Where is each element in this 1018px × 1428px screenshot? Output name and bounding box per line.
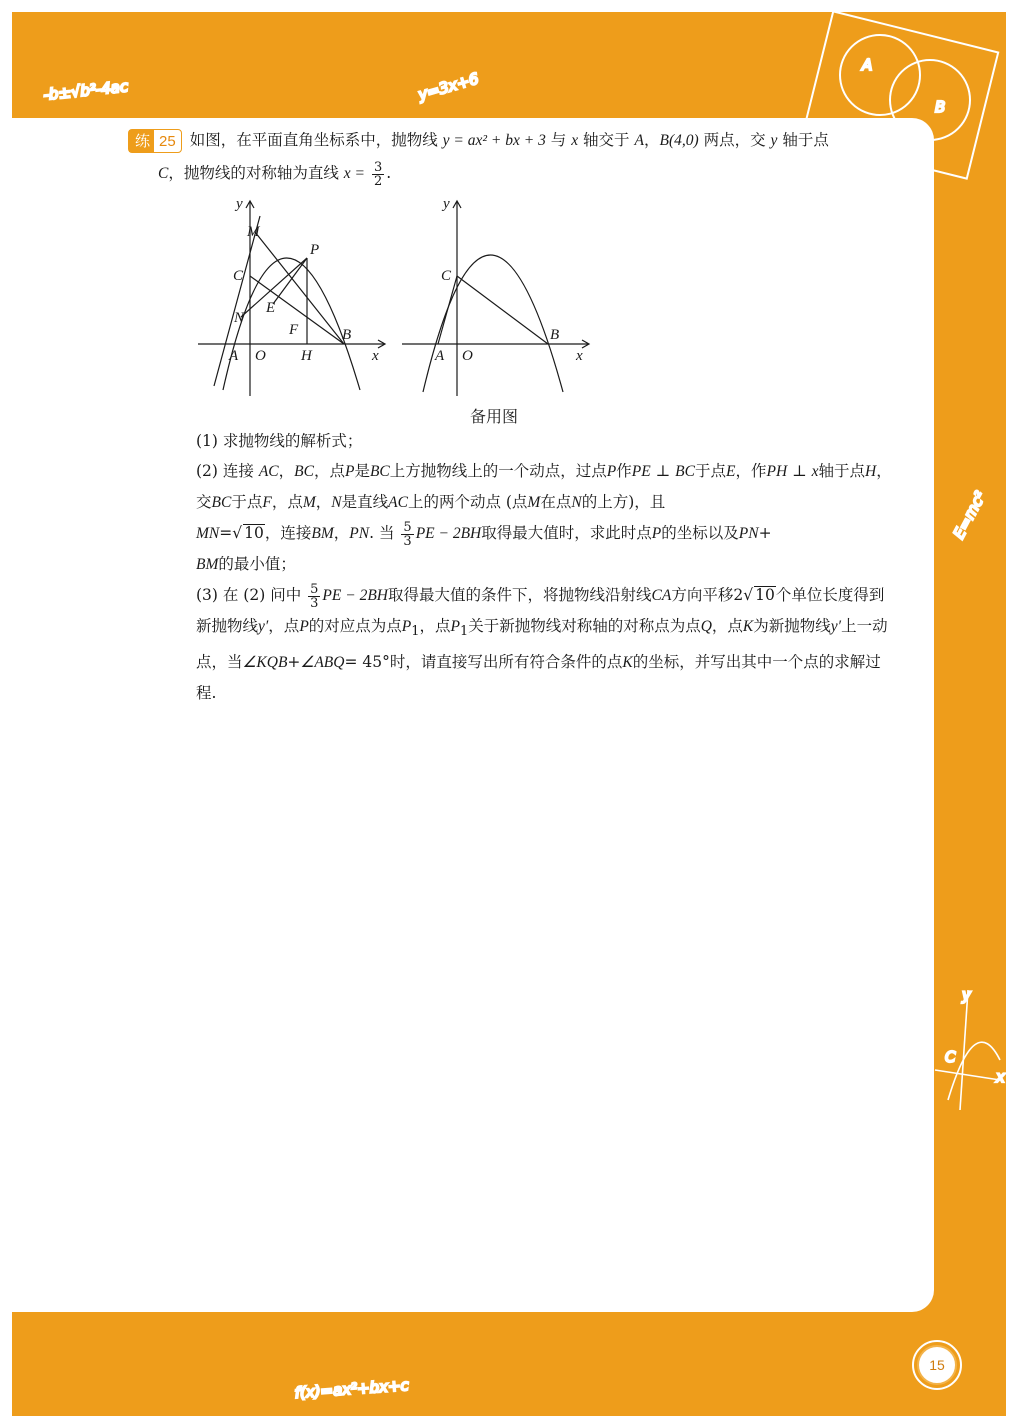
q3-text: 关于新抛物线对称轴的对称点为点 <box>468 617 701 635</box>
page-number: 15 <box>929 1357 945 1373</box>
q2-text: ， <box>333 524 350 542</box>
intro-y: y <box>770 132 778 149</box>
intro-text: ， <box>643 131 660 149</box>
decor-graph-x: x <box>996 1068 1005 1086</box>
fig1-label-m: M <box>247 224 260 240</box>
q2-math: MN <box>196 525 220 542</box>
decor-quadratic-formula: -b±√b²-4ac <box>42 77 129 104</box>
intro-x: x <box>571 132 579 149</box>
fig1-label-x: x <box>372 348 379 364</box>
fig1-label-y: y <box>236 196 243 212</box>
q2-math: H <box>865 463 877 480</box>
exercise-badge-number: 25 <box>159 133 176 150</box>
q3-math: PE − 2BH <box>322 587 388 604</box>
q2-text: 在点 <box>540 493 572 511</box>
decor-venn-b: B <box>935 98 946 116</box>
intro-point-b: B(4,0) <box>659 132 699 149</box>
q2-text: ⊥ <box>792 462 807 480</box>
fig1-line-pe <box>273 258 307 304</box>
q3-text: + <box>287 653 301 672</box>
q3-coef: 2 <box>733 586 744 604</box>
fig2-label-x: x <box>576 348 583 364</box>
decor-graph-c: C <box>945 1048 956 1066</box>
q3-math: K <box>622 654 633 672</box>
q2-text: 是 <box>354 462 370 480</box>
question-2: (2) 连接 AC，BC，点P是BC上方抛物线上的一个动点，过点P作PE ⊥ BC于点E，作PH ⊥ x轴于点H，交BC于点F，点M，N是直线AC上的两个动点 (点M在点N的上方)，且 MN=√ 10，连接BM，PN. 当 $\frac{5}{3}$ PE − 2BH取得最大值时，求此时点P的坐标以及PN+ BM的最小值； <box>196 462 892 573</box>
q3-math: ∠KQB <box>242 654 288 672</box>
q2-math: BM <box>196 556 219 573</box>
q2-text: ， <box>315 493 332 511</box>
q2-math: F <box>262 494 272 511</box>
q3-math: y′ <box>830 618 842 635</box>
q2-math: M <box>527 494 541 511</box>
q2-text: 作 <box>616 462 632 480</box>
q2-text: 于点 <box>231 493 263 511</box>
q2-text: (2) 连接 <box>196 462 254 480</box>
q2-math: BC <box>294 463 314 480</box>
q3-math: P <box>401 618 412 635</box>
fig1-label-c: C <box>233 268 244 284</box>
backup-figure-caption: 备用图 <box>470 407 519 426</box>
q3-text: (3) 在 (2) 问中 <box>196 586 302 604</box>
fig1-label-e: E <box>266 300 276 316</box>
fig1-label-n: N <box>234 310 245 326</box>
q3-subscript: 1 <box>459 624 469 640</box>
q3-text: 的坐标，并写出其中一个点的求解过程. <box>196 653 881 703</box>
q3-text: 上一动点，当 <box>196 617 888 672</box>
q3-fraction <box>308 583 320 610</box>
figure-main <box>196 194 396 398</box>
fig1-label-a: A <box>229 348 239 364</box>
intro-text: ，抛物线的对称轴为直线 <box>168 164 339 182</box>
q2-math: BC <box>675 463 695 480</box>
q2-text: 上的两个动点 (点 <box>407 493 528 511</box>
intro-text: 两点，交 <box>703 131 766 149</box>
q3-text: 为新抛物线 <box>753 617 831 635</box>
intro-equation: y = ax² + bx + 3 <box>442 132 546 149</box>
axis-fraction-numerator: 3 <box>373 159 383 175</box>
q2-fraction-denominator: 3 <box>403 533 412 549</box>
intro-text: 轴于点 <box>782 131 829 149</box>
q2-math: P <box>651 525 662 542</box>
exercise-badge-label: 练 <box>129 130 154 152</box>
q2-text: 上方抛物线上的一个动点，过点 <box>389 462 607 480</box>
problem-intro-line-2 <box>128 157 898 190</box>
q3-math: Q <box>700 618 712 635</box>
q2-text: ⊥ <box>655 462 671 480</box>
fig1-line-mb <box>255 232 344 344</box>
fig1-label-h: H <box>301 348 312 364</box>
fig2-line-cb <box>457 276 548 344</box>
q3-text: ，点 <box>711 617 743 635</box>
q2-math: PE − 2BH <box>415 525 482 542</box>
q2-text: . 当 <box>369 524 395 542</box>
q3-math: P <box>450 618 460 635</box>
q2-math: BC <box>211 494 232 511</box>
question-body <box>196 426 896 708</box>
q2-text: 的坐标以及 <box>661 524 739 542</box>
fig1-label-o: O <box>255 348 266 364</box>
q3-text: = 45°时，请直接写出所有符合条件的点 <box>344 653 623 672</box>
q2-text: ，点 <box>271 493 303 511</box>
intro-point-c: C <box>158 165 169 182</box>
question-3: (3) 在 (2) 问中 $\frac{5}{3}$ PE − 2BH取得最大值的条件下，将抛物线沿射线CA方向平移2√ 10个单位长度得到新抛物线y′，点P的对应点为点$P_1$，点$P_1$关于新抛物线对称轴的对称点为点Q，点K为新抛物线y′上一动点，当∠KQB+∠ABQ= 45°时，请直接写出所有符合条件的点K的坐标，并写出其中一个点的求解过程. <box>196 581 888 703</box>
fig2-label-b: B <box>550 327 560 343</box>
axis-fraction-denominator: 2 <box>373 173 383 189</box>
q2-math: PN <box>349 525 370 542</box>
q3-math: ∠ABQ <box>300 654 345 672</box>
q2-text: ， <box>278 462 295 480</box>
q3-math: y′ <box>258 618 269 635</box>
intro-text: 如图，在平面直角坐标系中，抛物线 <box>189 131 438 149</box>
q2-text: ，作 <box>735 462 767 480</box>
fig1-label-b: B <box>342 327 352 343</box>
fig2-label-c: C <box>441 268 452 284</box>
q2-text: = <box>219 524 233 542</box>
q3-text: 个单位长度得到新抛物线 <box>196 586 885 635</box>
q2-text: 轴于点 <box>818 462 866 480</box>
q3-subscript: 1 <box>411 624 420 640</box>
q2-math: E <box>726 463 736 480</box>
q2-math: P <box>344 463 355 480</box>
q3-text: 取得最大值的条件下，将抛物线沿射线 <box>387 586 652 604</box>
q2-text: 的上方)，且 <box>581 493 666 511</box>
q2-fraction-numerator: 5 <box>403 519 412 535</box>
fig1-label-f: F <box>289 322 299 338</box>
problem-intro <box>128 124 898 190</box>
q2-text: + <box>758 524 772 542</box>
q3-text: 方向平移 <box>671 586 734 604</box>
q2-sqrt-10: 10 <box>244 524 264 542</box>
q2-text: 取得最大值时，求此时点 <box>481 524 652 542</box>
q3-fraction-denominator: 3 <box>310 595 319 611</box>
q2-math: PN <box>738 525 759 542</box>
q2-math: N <box>331 494 342 511</box>
q3-text: ，点 <box>268 617 300 635</box>
q2-text: 是直线 <box>341 493 389 511</box>
question-1: (1) 求抛物线的解析式； <box>196 432 363 450</box>
intro-text: 与 <box>550 131 567 149</box>
q2-math: AC <box>258 463 279 480</box>
decor-graph-y: y <box>962 986 971 1004</box>
q2-math: PE <box>631 463 651 480</box>
q3-fraction-numerator: 5 <box>310 581 319 597</box>
q2-math: M <box>302 494 316 511</box>
problem-intro-line-1 <box>128 124 898 157</box>
page-number-badge <box>912 1340 962 1390</box>
q2-fraction <box>401 521 413 548</box>
q2-math: BM <box>311 525 334 542</box>
intro-axis: x = <box>343 165 366 182</box>
q2-math: PH <box>766 463 788 480</box>
q2-math: N <box>571 494 582 511</box>
fig1-label-p: P <box>310 242 320 258</box>
decor-linear-formula: y=3x+6 <box>416 69 481 104</box>
q3-math: P <box>299 618 309 635</box>
fig2-label-a: A <box>435 348 445 364</box>
figure-backup <box>400 194 596 398</box>
intro-point-a: A <box>634 132 644 149</box>
q3-text: 的对应点为点 <box>308 617 402 635</box>
decor-function-formula: f(x)=ax²+bx+c <box>294 1376 410 1402</box>
q3-text: ，点 <box>419 617 451 635</box>
q2-text: 于点 <box>694 462 726 480</box>
q3-math: CA <box>651 587 672 604</box>
fig2-line-ac <box>438 276 457 344</box>
intro-end: . <box>386 164 392 182</box>
q2-text: ，点 <box>313 462 345 480</box>
exercise-badge <box>128 129 182 153</box>
q2-math: x <box>811 463 819 480</box>
intro-text: 轴交于 <box>583 131 630 149</box>
q2-text: 的最小值； <box>218 555 296 573</box>
fig2-label-y: y <box>443 196 450 212</box>
decor-energy-formula: E=mc² <box>949 488 990 542</box>
axis-fraction <box>372 161 384 188</box>
decor-venn-a: A <box>862 56 873 74</box>
q2-math: AC <box>388 494 408 511</box>
q3-math: K <box>742 618 754 635</box>
fig2-label-o: O <box>462 348 473 364</box>
q3-sqrt-10: 10 <box>755 586 775 604</box>
q2-math: P <box>606 463 617 480</box>
q2-math: BC <box>369 463 390 480</box>
q2-text: ，连接 <box>264 524 312 542</box>
q2-text: ，交 <box>196 462 892 511</box>
